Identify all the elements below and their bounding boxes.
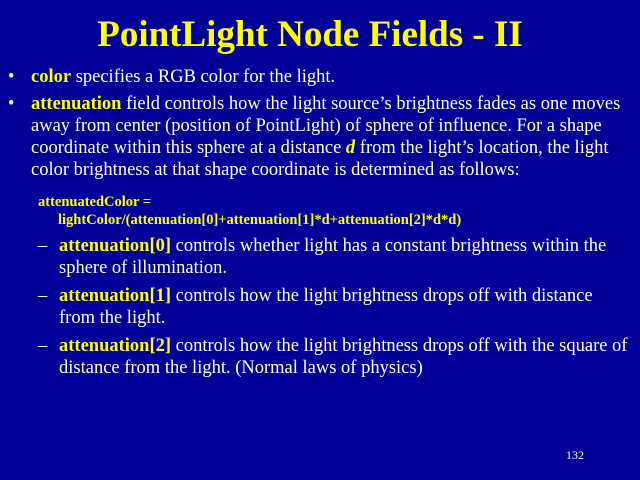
- bullet-marker: •: [8, 67, 15, 87]
- bullet-attenuation: [8, 93, 628, 181]
- sub-bullet-text: controls how the light brightness drops off with distance from the light.: [59, 286, 593, 328]
- sub-bullet-attenuation-1: [8, 285, 628, 329]
- sub-bullet-attenuation-0: [8, 235, 628, 279]
- keyword-attenuation-0: attenuation[0]: [59, 236, 172, 256]
- bullet-text: field controls how the light source’s brightness fades as one moves away from center (position of PointLight) of sphere of influence. For a shape coordinate within this sphere at a distance: [31, 94, 621, 158]
- sub-bullet-marker: –: [38, 336, 48, 356]
- keyword-color: color: [31, 67, 72, 87]
- attenuation-formula: [38, 193, 628, 229]
- bullet-marker: •: [8, 94, 15, 114]
- variable-d: d: [345, 138, 356, 158]
- page-number: 132: [566, 448, 584, 462]
- keyword-attenuation-1: attenuation[1]: [59, 286, 172, 306]
- sub-bullet-marker: –: [38, 236, 48, 256]
- slide-content: [8, 66, 628, 379]
- formula-line-1: attenuatedColor =: [38, 194, 152, 210]
- keyword-attenuation-2: attenuation[2]: [59, 336, 172, 356]
- sub-bullet-text: controls whether light has a constant brightness within the sphere of illumination.: [59, 236, 607, 278]
- sub-bullet-marker: –: [38, 286, 48, 306]
- sub-bullet-attenuation-2: [8, 335, 628, 379]
- slide-title: PointLight Node Fields - II: [97, 14, 523, 55]
- bullet-text-continued: from the light’s location, the light color brightness at that shape coordinate is determined as follows:: [31, 138, 609, 180]
- bullet-color: [8, 66, 628, 88]
- sub-bullet-text: controls how the light brightness drops off with the square of distance from the light. (Normal laws of physics): [59, 336, 628, 378]
- bullet-text: specifies a RGB color for the light.: [71, 67, 336, 87]
- formula-line-2: lightColor/(attenuation[0]+attenuation[1]*d+attenuation[2]*d*d): [58, 212, 462, 228]
- keyword-attenuation: attenuation: [31, 94, 122, 114]
